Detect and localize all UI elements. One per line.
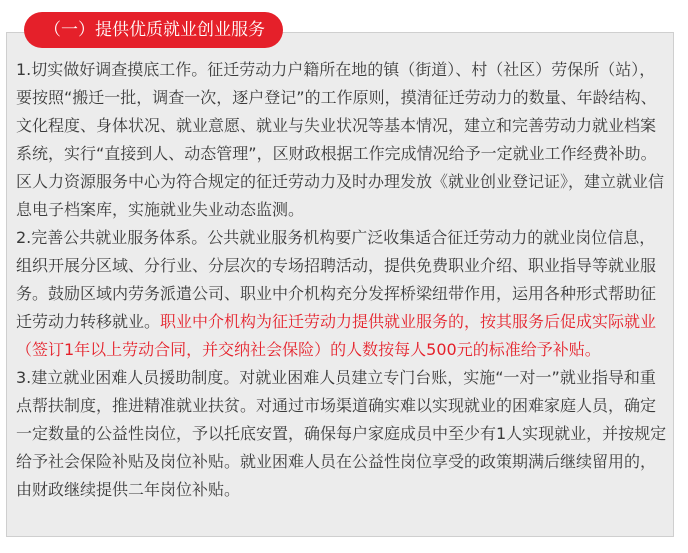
- paragraph-2-text: 2.完善公共就业服务体系。公共就业服务机构要广泛收集适合征迁劳动力的就业岗位信息，组织开展分区域、分行业、分层次的专场招聘活动，提供免费职业介绍、职业指导等就业服务。鼓励区域内劳务派遣公司、职业中介机构充分发挥桥梁纽带作用，运用各种形式帮助征迁劳动力转移就业。: [16, 228, 657, 331]
- paragraph-1: 1.切实做好调查摸底工作。征迁劳动力户籍所在地的镇（街道）、村（社区）劳保所（站），要按照“搬迁一批，调查一次，逐户登记”的工作原则，摸清征迁劳动力的数量、年龄结构、文化程度、身体状况、就业意愿、就业与失业状况等基本情况，建立和完善劳动力就业档案系统，实行“直接到人、动态管理”，区财政根据工作完成情况给予一定就业工作经费补助。区人力资源服务中心为符合规定的征迁劳动力及时办理发放《就业创业登记证》，建立就业信息电子档案库，实施就业失业动态监测。: [16, 60, 665, 219]
- highlight-subsidy-text: 职业中介机构为征迁劳动力提供就业服务的，按其服务后促成实际就业（签订1年以上劳动合同，并交纳社会保险）的人数按每人500元的标准给予补贴。: [16, 312, 657, 359]
- paragraph-3: 3.建立就业困难人员援助制度。对就业困难人员建立专门台账，实施“一对一”就业指导和重点帮扶制度，推进精准就业扶贫。对通过市场渠道确实难以实现就业的困难家庭人员，确定一定数量的公益性岗位，予以托底安置，确保每户家庭成员中至少有1人实现就业，并按规定给予社会保险补贴及岗位补贴。就业困难人员在公益性岗位享受的政策期满后继续留用的，由财政继续提供二年岗位补贴。: [16, 368, 667, 499]
- paragraph-2: [16, 224, 668, 364]
- article-body: [16, 56, 668, 504]
- section-title-badge: （一）提供优质就业创业服务: [24, 12, 283, 48]
